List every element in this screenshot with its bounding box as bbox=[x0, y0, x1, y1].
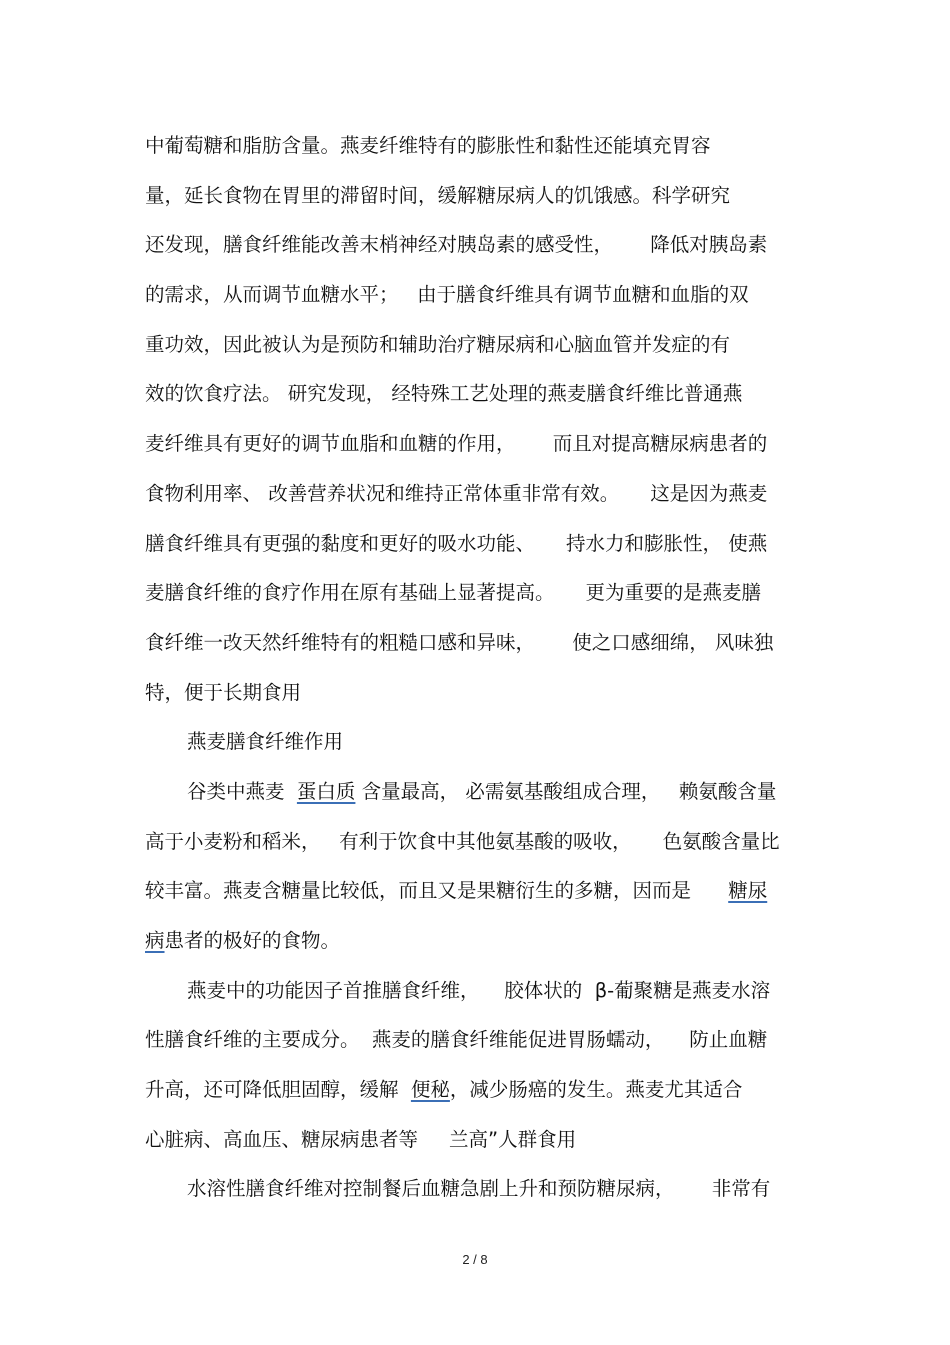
text-segment: 含量最高， 必需氨基酸组成合理， 赖氨酸含量 bbox=[355, 779, 777, 803]
link-constipation[interactable]: 便秘 bbox=[410, 1078, 450, 1102]
text-line bbox=[145, 1065, 815, 1115]
link-diabetes[interactable]: 糖尿 bbox=[728, 879, 768, 903]
text-line: 中葡萄糖和脂肪含量。燕麦纤维特有的膨胀性和黏性还能填充胃容 bbox=[145, 134, 711, 157]
text-line: 麦纤维具有更好的调节血脂和血糖的作用， 而且对提高糖尿病患者的 bbox=[145, 432, 768, 456]
text-line: 水溶性膳食纤维对控制餐后血糖急剧上升和预防糖尿病， 非常有 bbox=[187, 1177, 771, 1201]
text-line: 量，延长食物在胃里的滞留时间，缓解糖尿病人的饥饿感。科学研究 bbox=[145, 183, 731, 207]
text-line: 燕麦中的功能因子首推膳食纤维， 胶体状的 β-葡聚糖是燕麦水溶 bbox=[187, 978, 771, 1002]
text-line: 重功效，因此被认为是预防和辅助治疗糖尿病和心脑血管并发症的有 bbox=[145, 332, 731, 356]
page-number: 2 / 8 bbox=[462, 1252, 488, 1267]
text-line bbox=[145, 916, 815, 966]
text-line: 高于小麦粉和稻米， 有利于饮食中其他氨基酸的吸收， 色氨酸含量比 bbox=[145, 829, 780, 853]
text-segment: 患者的极好的食物。 bbox=[164, 929, 341, 952]
text-line: 麦膳食纤维的食疗作用在原有基础上显著提高。 更为重要的是燕麦膳 bbox=[145, 581, 761, 605]
section-heading: 燕麦膳食纤维作用 bbox=[187, 730, 344, 754]
text-line: 还发现，膳食纤维能改善末梢神经对胰岛素的感受性， 降低对胰岛素 bbox=[145, 233, 768, 257]
text-segment: 升高，还可降低胆固醇，缓解 bbox=[145, 1078, 411, 1102]
text-line: 的需求，从而调节血糖水平； 由于膳食纤维具有调节血糖和血脂的双 bbox=[145, 283, 749, 307]
text-segment: ，减少肠癌的发生。燕麦尤其适合 bbox=[449, 1078, 743, 1102]
link-diabetes-continued[interactable]: 病 bbox=[145, 929, 165, 952]
text-line: 特，便于长期食用 bbox=[145, 680, 302, 704]
text-line: 性膳食纤维的主要成分。 燕麦的膳食纤维能促进胃肠蠕动， 防止血糖 bbox=[145, 1028, 768, 1052]
text-segment: 较丰富。燕麦含糖量比较低，而且又是果糖衍生的多糖，因而是 bbox=[145, 879, 729, 903]
text-line: 食纤维一改天然纤维特有的粗糙口感和异味， 使之口感细绵， 风味独 bbox=[145, 630, 774, 654]
text-segment: 谷类中燕麦 bbox=[187, 779, 297, 803]
link-protein[interactable]: 蛋白质 bbox=[296, 779, 356, 803]
text-line: 膳食纤维具有更强的黏度和更好的吸水功能、 持水力和膨胀性， 使燕 bbox=[145, 531, 768, 555]
text-line bbox=[145, 866, 815, 916]
text-line: 效的饮食疗法。 研究发现， 经特殊工艺处理的燕麦膳食纤维比普通燕 bbox=[145, 382, 743, 406]
document-body bbox=[145, 121, 815, 1214]
text-line: 食物利用率、 改善营养状况和维持正常体重非常有效。 这是因为燕麦 bbox=[145, 481, 768, 505]
text-line: 心脏病、高血压、糖尿病患者等 兰高”人群食用 bbox=[145, 1127, 577, 1151]
text-line bbox=[145, 767, 815, 817]
